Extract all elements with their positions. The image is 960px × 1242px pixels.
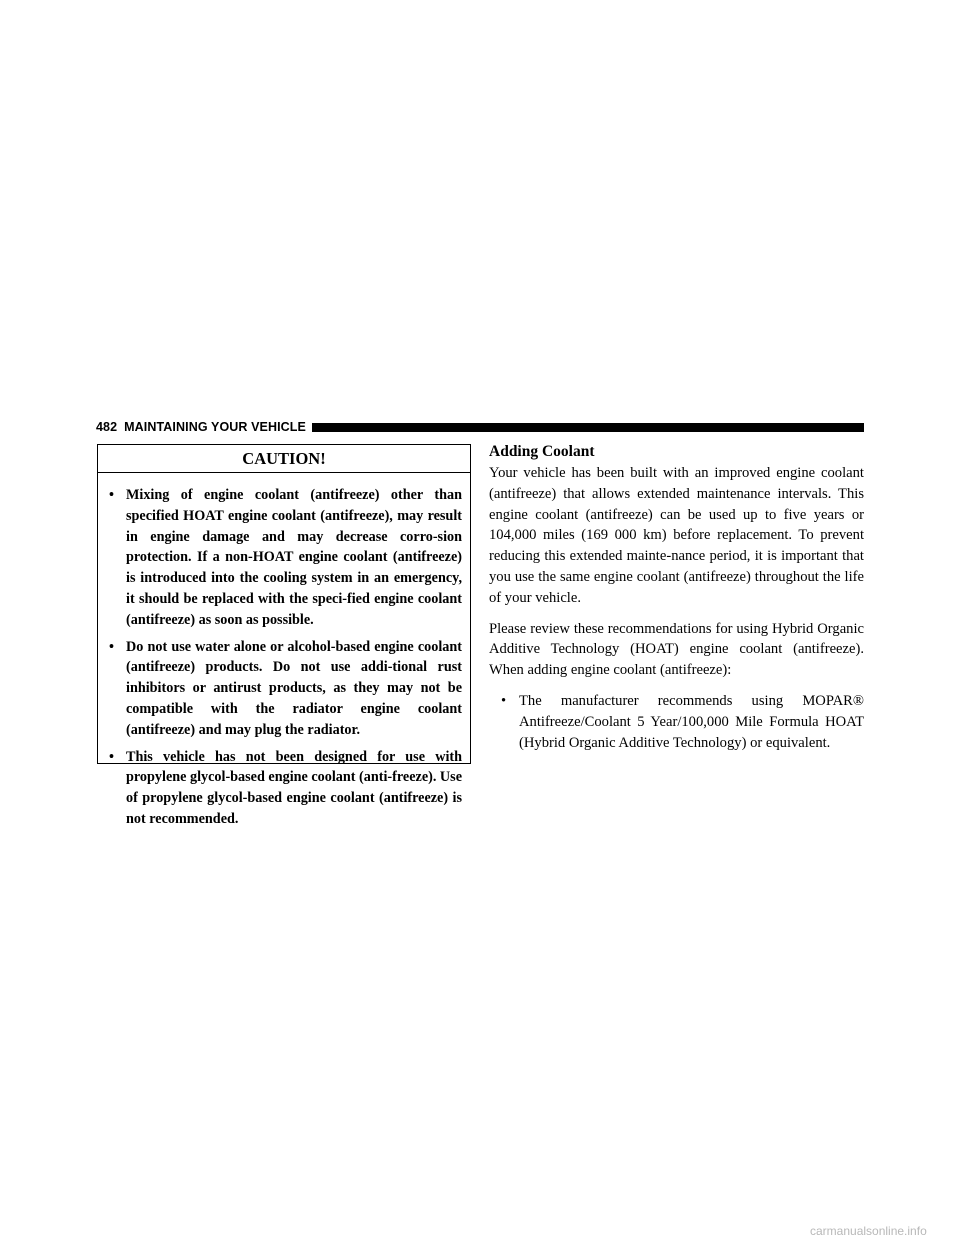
- caution-item-text: Do not use water alone or alcohol-based engine coolant (antifreeze) products. Do not use addi-tional rust inhibitors or antirust products, as they may not be compatible with the radiator engine coolant (antifreeze) and may plug the radiator.: [126, 638, 462, 738]
- bullet-icon: •: [109, 487, 114, 503]
- adding-coolant-section: [489, 442, 864, 753]
- recommendation-list: [489, 691, 864, 753]
- caution-item: [107, 485, 462, 631]
- header-rule: [312, 423, 864, 432]
- body-paragraph: Please review these recommendations for using Hybrid Organic Additive Technology (HOAT) engine coolant (antifreeze). When adding engine coolant (antifreeze):: [489, 620, 864, 679]
- caution-box: [97, 444, 471, 827]
- caution-item: [107, 747, 462, 830]
- adding-coolant-heading: Adding Coolant: [489, 443, 595, 460]
- caution-item-text: Mixing of engine coolant (antifreeze) other than specified HOAT engine coolant (antifreeze), may result in engine damage and may decrease corro-sion protection. If a non-HOAT engine coolant (antifreeze) is introduced into the cooling system in an emergency, it should be replaced with the speci-fied engine coolant (antifreeze) as soon as possible.: [126, 487, 462, 628]
- page-number: 482: [96, 420, 118, 434]
- caution-item-text: This vehicle has not been designed for use with propylene glycol-based engine coolant (anti-freeze). Use of propylene glycol-based engine coolant (antifreeze) is not recommended.: [126, 748, 462, 827]
- bullet-icon: •: [109, 638, 114, 655]
- section-title: MAINTAINING YOUR VEHICLE: [124, 420, 306, 434]
- caution-list: [98, 473, 470, 830]
- bullet-icon: •: [109, 748, 114, 765]
- body-paragraph: Your vehicle has been built with an improved engine coolant (antifreeze) that allows extended maintenance intervals. This engine coolant (antifreeze) can be used up to five years or 104,000 miles (169 000 km) before replacement. To prevent reducing this extended mainte-nance period, it is important that you use the same engine coolant (antifreeze) throughout the life of your vehicle.: [489, 465, 864, 606]
- bullet-icon: •: [501, 692, 507, 709]
- watermark: carmanualsonline.info: [810, 1224, 927, 1238]
- page-header: [96, 419, 864, 435]
- recommendation-item: [502, 691, 864, 753]
- caution-title: CAUTION!: [98, 445, 470, 473]
- recommendation-item-text: The manufacturer recommends using MOPAR® Antifreeze/Coolant 5 Year/100,000 Mile Formula HOAT (Hybrid Organic Additive Technology) or equivalent.: [519, 692, 864, 751]
- caution-item: [107, 637, 462, 741]
